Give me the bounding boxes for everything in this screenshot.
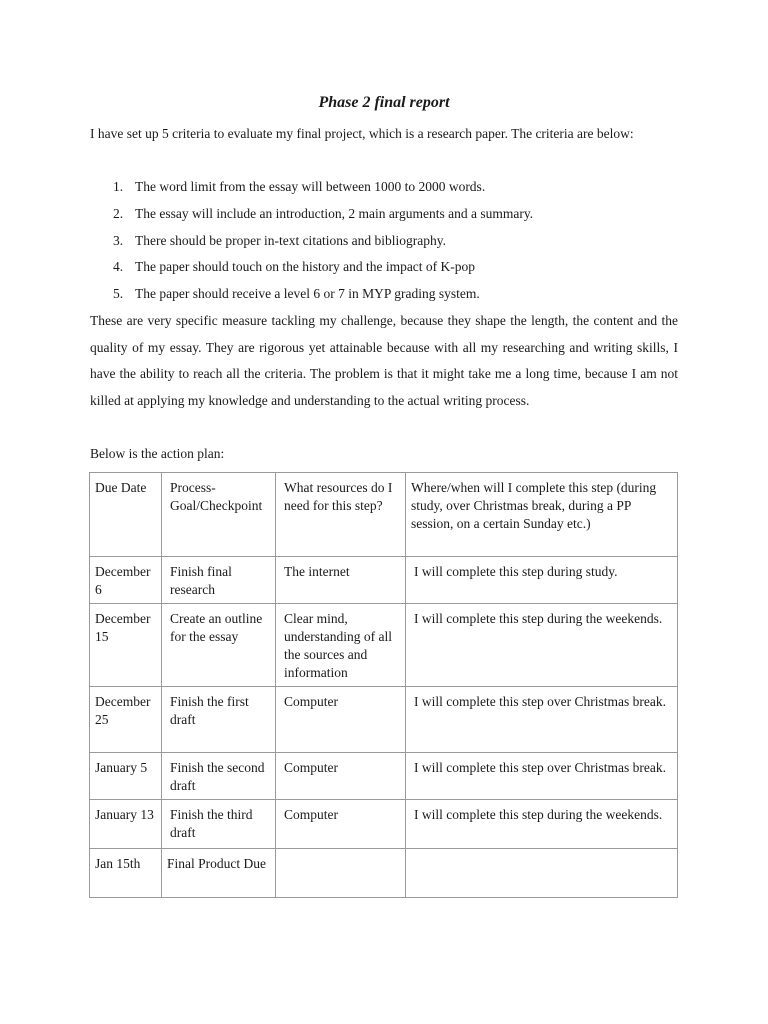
criteria-list <box>90 174 678 308</box>
list-item: 3. There should be proper in-text citations and bibliography. <box>113 232 447 248</box>
table-cell: I will complete this step during the weekends. <box>406 800 678 849</box>
report-title: Phase 2 final report <box>318 94 450 111</box>
analysis-paragraph: These are very specific measure tackling my challenge, because they shape the length, the content and the quality of my essay. They are rigorous yet attainable because with all my researching and writing skills, I have the ability to reach all the criteria. The problem is that it might take me a long time, because I am not killed at applying my knowledge and understanding to the actual writing process. <box>90 313 678 409</box>
table-row <box>90 800 678 849</box>
table-cell: Computer <box>276 800 406 849</box>
table-header-cell: Due Date <box>90 473 162 557</box>
table-row <box>90 753 678 800</box>
table-cell: December 25 <box>90 687 162 753</box>
table-cell: Finish the second draft <box>162 753 276 800</box>
table-cell <box>406 849 678 898</box>
table-row <box>90 604 678 687</box>
table-cell: December 15 <box>90 604 162 687</box>
table-row <box>90 557 678 604</box>
table-cell: Jan 15th <box>90 849 162 898</box>
table-cell: I will complete this step during the weekends. <box>406 604 678 687</box>
table-row <box>90 687 678 753</box>
table-header-row <box>90 473 678 557</box>
table-cell: Clear mind, understanding of all the sources and information <box>276 604 406 687</box>
table-row <box>90 849 678 898</box>
table-cell <box>276 849 406 898</box>
table-cell: December 6 <box>90 557 162 604</box>
table-header-cell: What resources do I need for this step? <box>276 473 406 557</box>
action-plan-table <box>89 472 678 898</box>
intro-paragraph: I have set up 5 criteria to evaluate my final project, which is a research paper. The criteria are below: <box>90 126 634 141</box>
table-cell: The internet <box>276 557 406 604</box>
action-plan-intro: Below is the action plan: <box>90 446 225 461</box>
table-cell: I will complete this step during study. <box>406 557 678 604</box>
list-item: 2. The essay will include an introduction, 2 main arguments and a summary. <box>113 205 534 221</box>
table-header-cell: Process-Goal/Checkpoint <box>162 473 276 557</box>
table-cell: Computer <box>276 753 406 800</box>
table-cell: Finish the third draft <box>162 800 276 849</box>
table-cell: Finish the first draft <box>162 687 276 753</box>
table-cell: January 13 <box>90 800 162 849</box>
table-cell: January 5 <box>90 753 162 800</box>
table-cell: Create an outline for the essay <box>162 604 276 687</box>
table-cell: I will complete this step over Christmas break. <box>406 687 678 753</box>
table-cell: Finish final research <box>162 557 276 604</box>
list-item: 1. The word limit from the essay will between 1000 to 2000 words. <box>113 179 486 194</box>
table-cell: Final Product Due <box>162 849 276 898</box>
table-cell: I will complete this step over Christmas break. <box>406 753 678 800</box>
table-cell: Computer <box>276 687 406 753</box>
table-header-cell: Where/when will I complete this step (during study, over Christmas break, during a PP session, on a certain Sunday etc.) <box>406 473 678 557</box>
list-item: 5. The paper should receive a level 6 or 7 in MYP grading system. <box>113 286 480 302</box>
list-item: 4. The paper should touch on the history and the impact of K-pop <box>113 259 476 275</box>
